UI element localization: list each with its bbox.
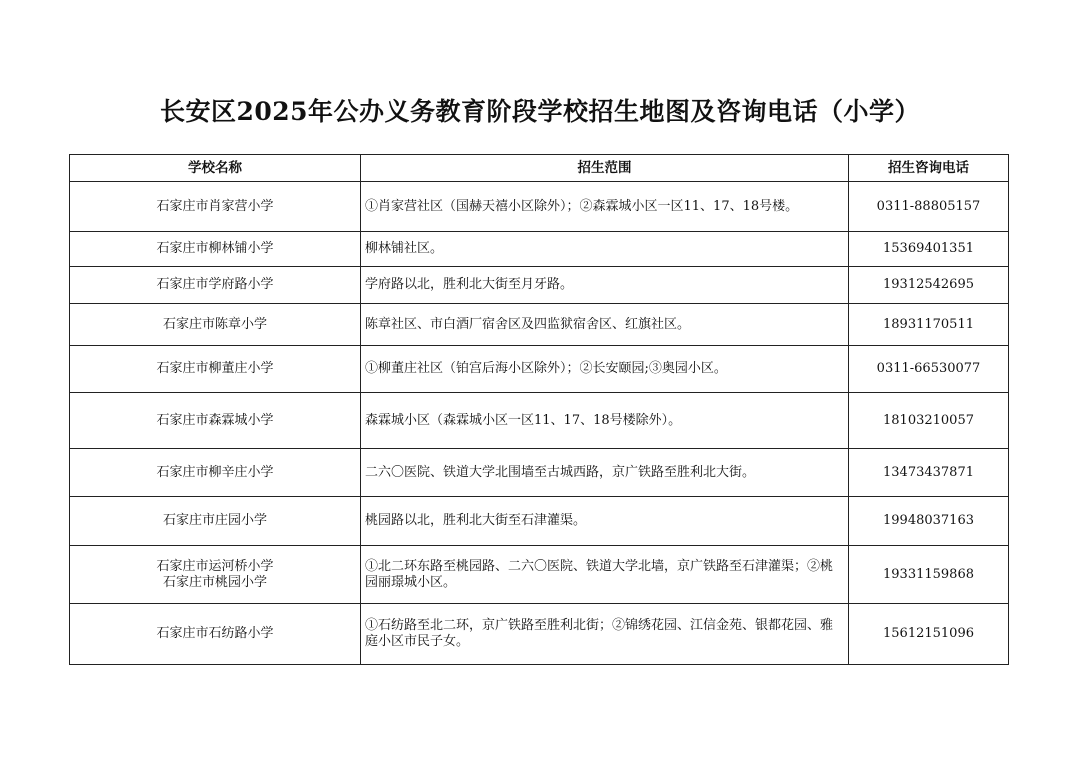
- school-name-cell: [70, 546, 361, 604]
- table-row: [70, 449, 1009, 497]
- enrollment-range-cell: ①肖家营社区（国赫天禧小区除外）；②森霖城小区一区11、17、18号楼。: [361, 182, 849, 232]
- phone-cell: 18931170511: [849, 304, 1009, 346]
- page-title: 长安区2025年公办义务教育阶段学校招生地图及咨询电话（小学）: [159, 97, 921, 126]
- phone-cell: 19312542695: [849, 267, 1009, 304]
- enrollment-range-cell: 桃园路以北，胜利北大街至石津灌渠。: [361, 497, 849, 546]
- enrollment-table: [69, 154, 1009, 665]
- enrollment-range-cell: ①北二环东路至桃园路、二六〇医院、铁道大学北墙，京广铁路至石津灌渠；②桃园丽璟城小区。: [361, 546, 849, 604]
- table-row: [70, 232, 1009, 267]
- table-row: [70, 604, 1009, 665]
- phone-cell: 0311-66530077: [849, 346, 1009, 393]
- school-name-cell: [70, 182, 361, 232]
- phone-cell: 18103210057: [849, 393, 1009, 449]
- school-name: 石家庄市学府路小学: [156, 277, 274, 292]
- enrollment-range-cell: 陈章社区、市白酒厂宿舍区及四监狱宿舍区、红旗社区。: [361, 304, 849, 346]
- phone-cell: 19331159868: [849, 546, 1009, 604]
- phone-cell: 15612151096: [849, 604, 1009, 665]
- school-name-cell: [70, 393, 361, 449]
- school-name-cell: [70, 304, 361, 346]
- header-consult-phone: 招生咨询电话: [849, 155, 1009, 182]
- school-name: 石家庄市森霖城小学: [156, 412, 274, 428]
- school-name-cell: [70, 604, 361, 665]
- school-name: 石家庄市石纺路小学: [156, 626, 274, 641]
- school-name-cell: [70, 449, 361, 497]
- table-row: [70, 393, 1009, 449]
- phone-cell: 15369401351: [849, 232, 1009, 267]
- school-name-cell: [70, 267, 361, 304]
- header-school-name: 学校名称: [70, 155, 361, 182]
- school-name: 石家庄市柳辛庄小学: [156, 464, 274, 480]
- school-name: 石家庄市桃园小学: [162, 574, 267, 590]
- phone-cell: 0311-88805157: [849, 182, 1009, 232]
- phone-cell: 13473437871: [849, 449, 1009, 497]
- table-row: [70, 497, 1009, 546]
- enrollment-range-cell: 森霖城小区（森霖城小区一区11、17、18号楼除外）。: [361, 393, 849, 449]
- school-name: 石家庄市肖家营小学: [156, 198, 274, 214]
- enrollment-range-cell: 学府路以北，胜利北大街至月牙路。: [361, 267, 849, 304]
- school-name: 石家庄市运河桥小学: [156, 558, 274, 574]
- school-name: 石家庄市柳林铺小学: [156, 241, 274, 256]
- school-name: 石家庄市柳董庄小学: [156, 361, 274, 376]
- table-row: [70, 267, 1009, 304]
- header-enrollment-range: 招生范围: [361, 155, 849, 182]
- enrollment-range-cell: ①柳董庄社区（铂宫后海小区除外）；②长安颐园;③奥园小区。: [361, 346, 849, 393]
- table-row: [70, 304, 1009, 346]
- enrollment-range-cell: 二六〇医院、铁道大学北围墙至古城西路，京广铁路至胜利北大街。: [361, 449, 849, 497]
- enrollment-range-cell: 柳林铺社区。: [361, 232, 849, 267]
- enrollment-range-cell: ①石纺路至北二环，京广铁路至胜利北街；②锦绣花园、江信金苑、银都花园、雅庭小区市民子女。: [361, 604, 849, 665]
- school-name: 石家庄市陈章小学: [162, 316, 267, 332]
- table-header-row: [70, 155, 1009, 182]
- school-name-cell: [70, 497, 361, 546]
- phone-cell: 19948037163: [849, 497, 1009, 546]
- table-row: [70, 346, 1009, 393]
- school-name-cell: [70, 232, 361, 267]
- table-row: [70, 546, 1009, 604]
- table-row: [70, 182, 1009, 232]
- school-name-cell: [70, 346, 361, 393]
- school-name: 石家庄市庄园小学: [162, 513, 267, 528]
